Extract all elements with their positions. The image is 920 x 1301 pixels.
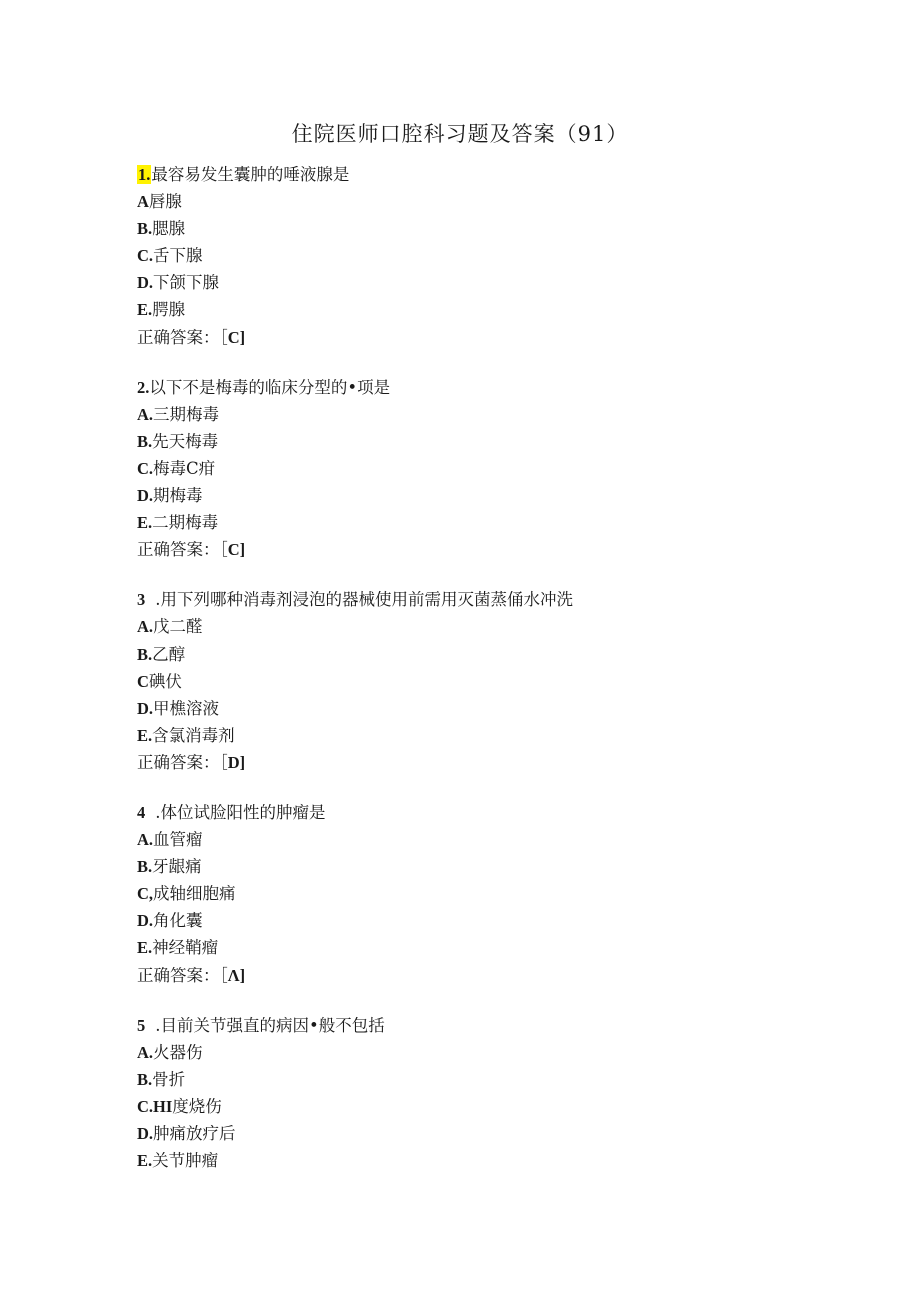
question-3 <box>137 586 837 776</box>
answer-label: 正确答案： <box>137 327 220 347</box>
option-letter: D. <box>137 698 154 718</box>
option-letter: C <box>137 671 149 691</box>
option-text: 梅毒C疳 <box>153 458 216 478</box>
option-text: 血管瘤 <box>153 830 203 850</box>
question-number: 5 <box>137 1015 146 1035</box>
option-text: 二期梅毒 <box>152 513 219 533</box>
option-letter: E. <box>137 938 153 958</box>
question-stem <box>137 161 837 188</box>
option-a <box>137 1039 837 1066</box>
option-e <box>137 509 837 536</box>
option-letter: C, <box>137 884 154 904</box>
option-a <box>137 826 837 853</box>
option-text: 甲樵溶液 <box>153 698 220 718</box>
option-d <box>137 907 837 934</box>
question-text: 最容易发生囊肿的唾液腺是 <box>151 165 350 184</box>
option-text: 角化囊 <box>153 911 203 931</box>
answer-bracket: ［ <box>219 752 228 772</box>
option-text: 唇腺 <box>148 192 182 212</box>
option-letter: B. <box>137 644 153 664</box>
option-c <box>137 1093 837 1120</box>
option-text: 先天梅毒 <box>152 431 219 451</box>
option-text: 碘伏 <box>148 671 182 691</box>
answer-bracket: ［ <box>219 327 228 347</box>
option-letter: C. <box>137 246 154 266</box>
option-text: 度烧伤 <box>172 1096 222 1116</box>
option-text: 成轴细胞痛 <box>153 884 236 904</box>
option-text: 肿痛放疗后 <box>153 1124 236 1143</box>
answer-bracket: ［ <box>219 540 228 560</box>
question-stem <box>137 374 837 401</box>
option-c <box>137 242 837 269</box>
option-text: 腮腺 <box>152 219 186 239</box>
option-letter: C. <box>137 458 154 478</box>
option-text: 神经鞘瘤 <box>152 938 219 958</box>
option-b <box>137 428 837 455</box>
answer-label: 正确答案： <box>137 965 220 985</box>
question-text: .体位试脸阳性的肿瘤是 <box>155 802 326 822</box>
option-text: 火器伤 <box>153 1042 203 1062</box>
option-c <box>137 668 837 695</box>
answer-label: 正确答案： <box>137 752 220 772</box>
option-letter: E. <box>137 725 153 745</box>
answer-key: C] <box>227 540 246 560</box>
option-letter: A. <box>137 1042 154 1062</box>
option-text: 含氯消毒剂 <box>152 725 235 745</box>
option-letter: A. <box>137 617 154 637</box>
question-stem <box>137 799 837 826</box>
option-e <box>137 1147 837 1174</box>
question-stem <box>137 586 837 613</box>
option-letter: A. <box>137 830 154 850</box>
answer-label: 正确答案： <box>137 540 220 560</box>
option-e <box>137 934 837 961</box>
option-e <box>137 296 837 323</box>
question-number: 1. <box>138 165 151 184</box>
option-text: 乙醇 <box>152 644 186 664</box>
option-text: 舌下腺 <box>153 246 203 266</box>
question-text: 以下不是梅毒的临床分型的•项是 <box>149 377 391 397</box>
option-d <box>137 1120 837 1147</box>
question-number: 4 <box>137 802 146 822</box>
answer-line <box>137 749 837 776</box>
option-text: 三期梅毒 <box>153 404 220 424</box>
option-letter: B. <box>137 1069 153 1089</box>
option-a <box>137 401 837 428</box>
option-letter: D. <box>137 1124 154 1143</box>
option-letter: A. <box>137 404 154 424</box>
option-letter: A <box>137 192 149 212</box>
option-a <box>137 188 837 215</box>
question-2 <box>137 374 837 564</box>
option-letter: E. <box>137 1151 153 1171</box>
option-letter: B. <box>137 219 153 239</box>
option-text: 牙龈痛 <box>152 857 202 877</box>
question-text: .目前关节强直的病因•般不包括 <box>155 1015 385 1035</box>
question-4 <box>137 799 837 989</box>
option-letter: E. <box>137 513 153 533</box>
option-c <box>137 880 837 907</box>
option-d <box>137 695 837 722</box>
answer-bracket: ［ <box>219 965 228 985</box>
answer-line <box>137 324 837 351</box>
answer-key: D] <box>227 752 246 772</box>
question-number: 2. <box>137 377 150 397</box>
option-text: 期梅毒 <box>153 486 203 506</box>
option-c <box>137 455 837 482</box>
option-text: 戊二醛 <box>153 617 203 637</box>
option-text: 关节肿瘤 <box>152 1151 219 1171</box>
option-letter: D. <box>137 273 154 293</box>
question-text: .用下列哪种消毒剂浸泡的器械使用前需用灭菌蒸俑水冲洗 <box>155 590 573 610</box>
option-letter: D. <box>137 911 154 931</box>
question-5 <box>137 1012 837 1175</box>
question-number: 3 <box>137 590 146 610</box>
option-b <box>137 641 837 668</box>
option-text: 骨折 <box>152 1069 186 1089</box>
answer-line <box>137 536 837 563</box>
answer-key: C] <box>227 327 246 347</box>
question-list <box>137 161 837 1197</box>
option-text: 腭腺 <box>152 300 186 320</box>
option-b <box>137 1066 837 1093</box>
answer-line <box>137 962 837 989</box>
option-text: 下颌下腺 <box>153 273 220 293</box>
option-d <box>137 269 837 296</box>
answer-key: Λ] <box>227 965 246 985</box>
option-b <box>137 215 837 242</box>
option-letter: E. <box>137 300 153 320</box>
question-1 <box>137 161 837 351</box>
option-b <box>137 853 837 880</box>
option-a <box>137 613 837 640</box>
option-letter: D. <box>137 486 154 506</box>
option-letter: C.HI <box>137 1096 173 1116</box>
document-title: 住院医师口腔科习题及答案（91） <box>291 122 629 146</box>
option-letter: B. <box>137 857 153 877</box>
option-d <box>137 482 837 509</box>
option-letter: B. <box>137 431 153 451</box>
question-stem <box>137 1012 837 1039</box>
option-e <box>137 722 837 749</box>
